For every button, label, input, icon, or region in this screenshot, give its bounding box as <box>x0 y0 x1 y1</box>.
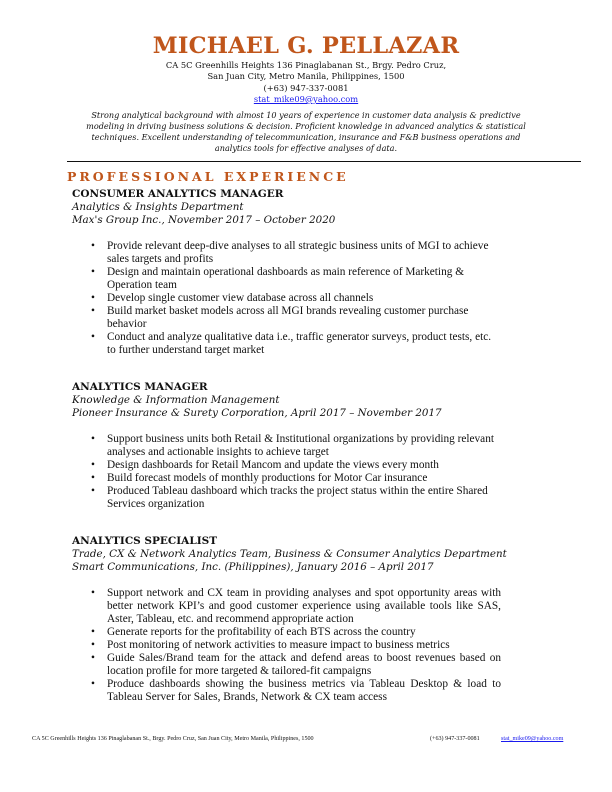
list-item: • Build market basket models across all MGI brands revealing customer purchase behavior <box>91 305 469 330</box>
list-item: • Generate reports for the profitability of each BTS across the country <box>91 626 416 638</box>
bullet-icon: • <box>91 292 95 304</box>
bullet-icon: • <box>91 587 95 599</box>
bullet-icon: • <box>91 240 95 252</box>
bullet-icon: • <box>91 433 95 445</box>
bullet-icon: • <box>91 459 95 471</box>
job-company-dates: Pioneer Insurance & Surety Corporation, April 2017 – November 2017 <box>72 407 442 419</box>
list-item: • Support network and CX team in providing analyses and spot opportunity areas with better network KPI’s and good customer experience using available tools like SAS, Aster, Tableau, etc. and recommend appropriate action <box>91 587 501 625</box>
footer-phone: (+63) 947-337-0081 <box>430 736 480 742</box>
section-divider <box>67 161 581 162</box>
job-bullets <box>91 240 501 357</box>
list-item: • Design dashboards for Retail Mancom and update the views every month <box>91 459 439 471</box>
job-title: ANALYTICS MANAGER <box>72 381 208 393</box>
bullet-icon: • <box>91 305 95 317</box>
job-department: Knowledge & Information Management <box>72 394 280 406</box>
section-title-experience: PROFESSIONAL EXPERIENCE <box>67 169 349 184</box>
bullet-icon: • <box>91 485 95 497</box>
bullet-icon: • <box>91 652 95 664</box>
footer-address: CA 5C Greenhills Heights 136 Pinaglabanan St., Brgy. Pedro Cruz, San Juan City, Metro Manila, Philippines, 1500 <box>32 736 314 742</box>
candidate-name: MICHAEL G. PELLAZAR <box>152 33 460 59</box>
list-item: • Post monitoring of network activities to measure impact to business metrics <box>91 639 450 651</box>
list-item: • Support business units both Retail & Institutional organizations by providing relevant analyses and actionable insights to achieve target <box>91 433 494 458</box>
address-line-2: San Juan City, Metro Manila, Philippines, 1500 <box>207 71 405 82</box>
list-item: • Conduct and analyze qualitative data i.e., traffic generator surveys, product tests, etc. to further understand target market <box>91 331 492 356</box>
list-item: • Produced Tableau dashboard which tracks the project status within the entire Shared Services organization <box>91 485 488 510</box>
address-line-1: CA 5C Greenhills Heights 136 Pinaglabanan St., Brgy. Pedro Cruz, <box>165 60 447 70</box>
bullet-icon: • <box>91 626 95 638</box>
job-department: Trade, CX & Network Analytics Team, Business & Consumer Analytics Department <box>72 548 507 560</box>
contact-block <box>0 60 612 105</box>
job-bullets <box>91 433 501 511</box>
job-company-dates: Max's Group Inc., November 2017 – October 2020 <box>72 214 336 226</box>
job-bullets <box>91 587 501 704</box>
footer-email-link[interactable]: stat_mike09@yahoo.com <box>501 736 564 742</box>
email-link[interactable]: stat_mike09@yahoo.com <box>253 93 359 104</box>
list-item: • Guide Sales/Brand team for the attack and defend areas to boost revenues based on location profile for more targeted & tailored-fit campaigns <box>91 652 501 677</box>
bullet-icon: • <box>91 472 95 484</box>
phone-number: (+63) 947-337-0081 <box>263 82 349 93</box>
page-footer <box>32 733 582 745</box>
professional-summary: Strong analytical background with almost 10 years of experience in customer data analysis & predictive modeling in driving business solutions & decision. Proficient knowledge in advanced analytics & statistical techniques. Excellent understanding of telecommunication, insurance and F&B business operations and analytics tools for effective analyses of data. <box>86 110 526 154</box>
bullet-icon: • <box>91 639 95 651</box>
list-item: • Build forecast models of monthly productions for Motor Car insurance <box>91 472 428 484</box>
bullet-icon: • <box>91 331 95 343</box>
bullet-icon: • <box>91 266 95 278</box>
job-title: ANALYTICS SPECIALIST <box>72 535 218 547</box>
job-department: Analytics & Insights Department <box>72 201 244 213</box>
list-item: • Provide relevant deep-dive analyses to all strategic business units of MGI to achieve sales targets and profits <box>91 240 489 265</box>
list-item: • Produce dashboards showing the business metrics via Tableau Desktop & load to Tableau Server for Sales, Brands, Network & CX team access <box>91 678 501 703</box>
job-company-dates: Smart Communications, Inc. (Philippines), January 2016 – April 2017 <box>72 561 434 573</box>
list-item: • Develop single customer view database across all channels <box>91 292 374 304</box>
list-item: • Design and maintain operational dashboards as main reference of Marketing & Operation team <box>91 266 464 291</box>
job-title: CONSUMER ANALYTICS MANAGER <box>72 188 284 200</box>
bullet-icon: • <box>91 678 95 690</box>
